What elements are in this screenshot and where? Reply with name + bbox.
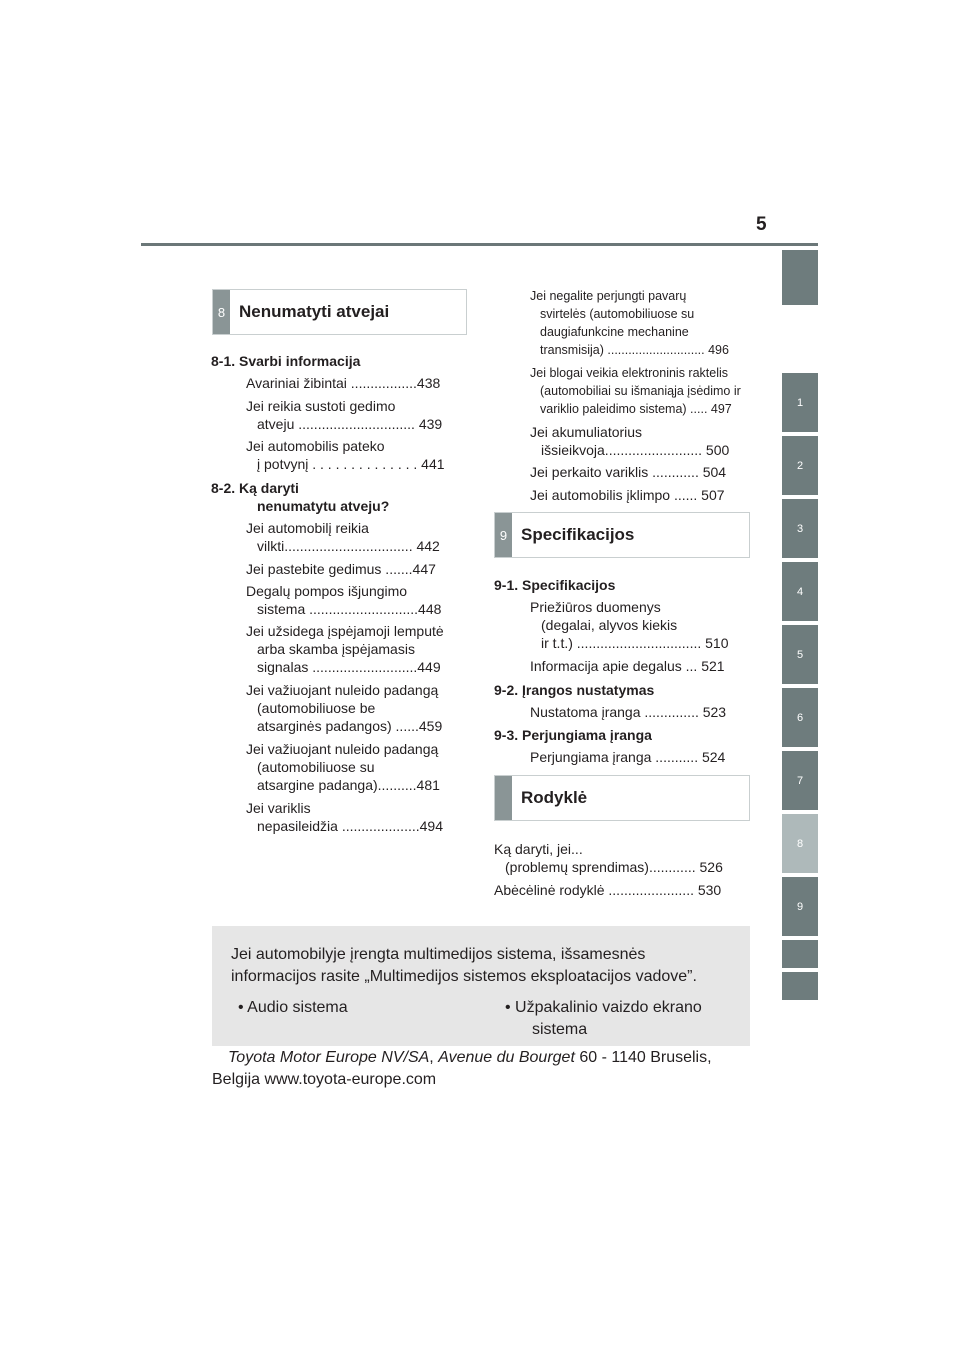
subsection-heading-cont: nenumatytu atveju? bbox=[257, 498, 390, 514]
toc-entry-cont[interactable]: (degalai, alyvos kiekis bbox=[541, 617, 678, 633]
header-rule bbox=[141, 243, 818, 246]
toc-entry[interactable]: Abėcėlinė rodyklė ...................... 530 bbox=[494, 882, 722, 898]
toc-entry-cont[interactable]: daugiafunkcine mechanine bbox=[540, 325, 689, 339]
note-text-line-1: Jei automobilyje įrengta multimedijos sistema, išsamesnės bbox=[231, 946, 646, 963]
toc-entry-cont[interactable]: nepasileidžia ....................494 bbox=[257, 818, 443, 834]
toc-entry[interactable]: Degalų pompos išjungimo bbox=[246, 583, 408, 599]
toc-entry[interactable]: Jei reikia sustoti gedimo bbox=[246, 398, 396, 414]
side-tab-label: 8 bbox=[796, 837, 804, 850]
toc-entry-cont[interactable]: (automobiliai su išmaniąja įsėdimo ir bbox=[540, 384, 741, 398]
toc-entry[interactable]: Jei negalite perjungti pavarų bbox=[530, 289, 687, 303]
toc-entry[interactable]: Jei blogai veikia elektroninis raktelis bbox=[530, 366, 729, 380]
side-tab-bottom-a[interactable] bbox=[782, 940, 818, 968]
note-bullet-audio: • Audio sistema bbox=[238, 999, 348, 1016]
toc-entry[interactable]: Jei automobilis įklimpo ...... 507 bbox=[530, 487, 725, 503]
subsection-heading: 9-3. Perjungiama įranga bbox=[494, 727, 652, 743]
side-tab-label: 9 bbox=[796, 900, 804, 913]
index-header bbox=[494, 775, 750, 821]
footer-rest: 60 - 1140 Bruselis, bbox=[574, 1049, 712, 1066]
side-tab-9[interactable] bbox=[782, 877, 818, 936]
side-tab-label: 5 bbox=[796, 648, 804, 661]
toc-entry-cont[interactable]: transmisija) ............................ 496 bbox=[540, 343, 729, 357]
toc-entry-cont[interactable]: svirtelės (automobiliuose su bbox=[540, 307, 695, 321]
toc-entry[interactable]: Avariniai žibintai .................438 bbox=[246, 375, 441, 391]
toc-entry-cont[interactable]: atsarginės padangos) ......459 bbox=[257, 718, 443, 734]
section-title: Nenumatyti atvejai bbox=[239, 302, 390, 321]
toc-entry[interactable]: Perjungiama įranga ........... 524 bbox=[530, 749, 726, 765]
toc-entry-cont[interactable]: vilkti................................. 442 bbox=[257, 538, 440, 554]
toc-entry[interactable]: Jei pastebite gedimus .......447 bbox=[246, 561, 436, 577]
toc-entry-cont[interactable]: ir t.t.) ................................ 510 bbox=[541, 635, 729, 651]
toc-entry-cont[interactable]: variklio paleidimo sistema) ..... 497 bbox=[540, 402, 732, 416]
section-number: 9 bbox=[495, 513, 512, 557]
toc-entry-cont[interactable]: signalas ...........................449 bbox=[257, 659, 441, 675]
side-tab-label: 7 bbox=[796, 774, 804, 787]
side-tab-label: 4 bbox=[796, 585, 804, 598]
side-tab-1[interactable] bbox=[782, 373, 818, 432]
subsection-heading: 8-1. Svarbi informacija bbox=[211, 353, 361, 369]
footer-street: Avenue du Bourget bbox=[438, 1049, 575, 1066]
toc-entry[interactable]: Jei važiuojant nuleido padangą bbox=[246, 741, 439, 757]
toc-entry[interactable]: Priežiūros duomenys bbox=[530, 599, 661, 615]
side-tab-bottom-b[interactable] bbox=[782, 972, 818, 1000]
side-tab-2[interactable] bbox=[782, 436, 818, 495]
section-title: Specifikacijos bbox=[521, 525, 635, 544]
toc-entry[interactable]: Jei automobilį reikia bbox=[246, 520, 369, 536]
subsection-heading: 8-2. Ką daryti bbox=[211, 480, 299, 496]
side-tab-7[interactable] bbox=[782, 751, 818, 810]
toc-entry-cont[interactable]: išsieikvoja......................... 500 bbox=[541, 442, 730, 458]
side-tab-top[interactable] bbox=[782, 250, 818, 305]
toc-entry-cont[interactable]: atsargine padanga)..........481 bbox=[257, 777, 440, 793]
section-title: Rodyklė bbox=[521, 788, 588, 807]
section-8-header bbox=[212, 289, 467, 335]
footer-address-line-1 bbox=[228, 1047, 712, 1069]
toc-entry-cont[interactable]: (problemų sprendimas)............ 526 bbox=[505, 859, 723, 875]
section-number: 8 bbox=[213, 290, 230, 334]
side-tab-label: 2 bbox=[796, 459, 804, 472]
footer-sep: , bbox=[429, 1049, 439, 1066]
toc-entry-cont[interactable]: (automobiliuose su bbox=[257, 759, 375, 775]
toc-entry[interactable]: Jei užsidega įspėjamoji lemputė bbox=[246, 623, 444, 639]
side-tab-8[interactable] bbox=[782, 814, 818, 873]
toc-entry-cont[interactable]: atveju .............................. 439 bbox=[257, 416, 443, 432]
note-bullet-camera-cont: sistema bbox=[532, 1021, 588, 1038]
toc-entry-cont[interactable]: arba skamba įspėjamasis bbox=[257, 641, 415, 657]
side-tab-label: 3 bbox=[796, 522, 804, 535]
side-tab-3[interactable] bbox=[782, 499, 818, 558]
toc-entry[interactable]: Jei akumuliatorius bbox=[530, 424, 643, 440]
toc-entry[interactable]: Nustatoma įranga .............. 523 bbox=[530, 704, 727, 720]
side-tab-5[interactable] bbox=[782, 625, 818, 684]
side-tab-6[interactable] bbox=[782, 688, 818, 747]
toc-entry[interactable]: Jei važiuojant nuleido padangą bbox=[246, 682, 439, 698]
toc-entry[interactable]: Informacija apie degalus ... 521 bbox=[530, 658, 725, 674]
toc-entry[interactable]: Ką daryti, jei... bbox=[494, 841, 583, 857]
footer-company: Toyota Motor Europe NV/SA bbox=[228, 1049, 430, 1066]
toc-entry-cont[interactable]: (automobiliuose be bbox=[257, 700, 376, 716]
toc-entry-cont[interactable]: į potvynį . . . . . . . . . . . . . . 441 bbox=[257, 456, 445, 472]
footer-address-line-2: Belgija www.toyota-europe.com bbox=[212, 1071, 437, 1088]
section-number-blank bbox=[495, 776, 512, 820]
note-bullet-camera: • Užpakalinio vaizdo ekrano bbox=[505, 999, 702, 1016]
side-tab-label: 1 bbox=[796, 396, 804, 409]
note-text-line-2: informacijos rasite „Multimedijos sistemos eksploatacijos vadove”. bbox=[231, 968, 697, 985]
side-tab-label: 6 bbox=[796, 711, 804, 724]
toc-entry-cont[interactable]: sistema ............................448 bbox=[257, 601, 442, 617]
toc-entry[interactable]: Jei automobilis pateko bbox=[246, 438, 385, 454]
page-number: 5 bbox=[756, 214, 767, 235]
subsection-heading: 9-2. Įrangos nustatymas bbox=[494, 682, 655, 698]
side-tab-4[interactable] bbox=[782, 562, 818, 621]
subsection-heading: 9-1. Specifikacijos bbox=[494, 577, 616, 593]
toc-entry[interactable]: Jei variklis bbox=[246, 800, 311, 816]
toc-entry[interactable]: Jei perkaito variklis ............ 504 bbox=[530, 464, 727, 480]
section-9-header bbox=[494, 512, 750, 558]
